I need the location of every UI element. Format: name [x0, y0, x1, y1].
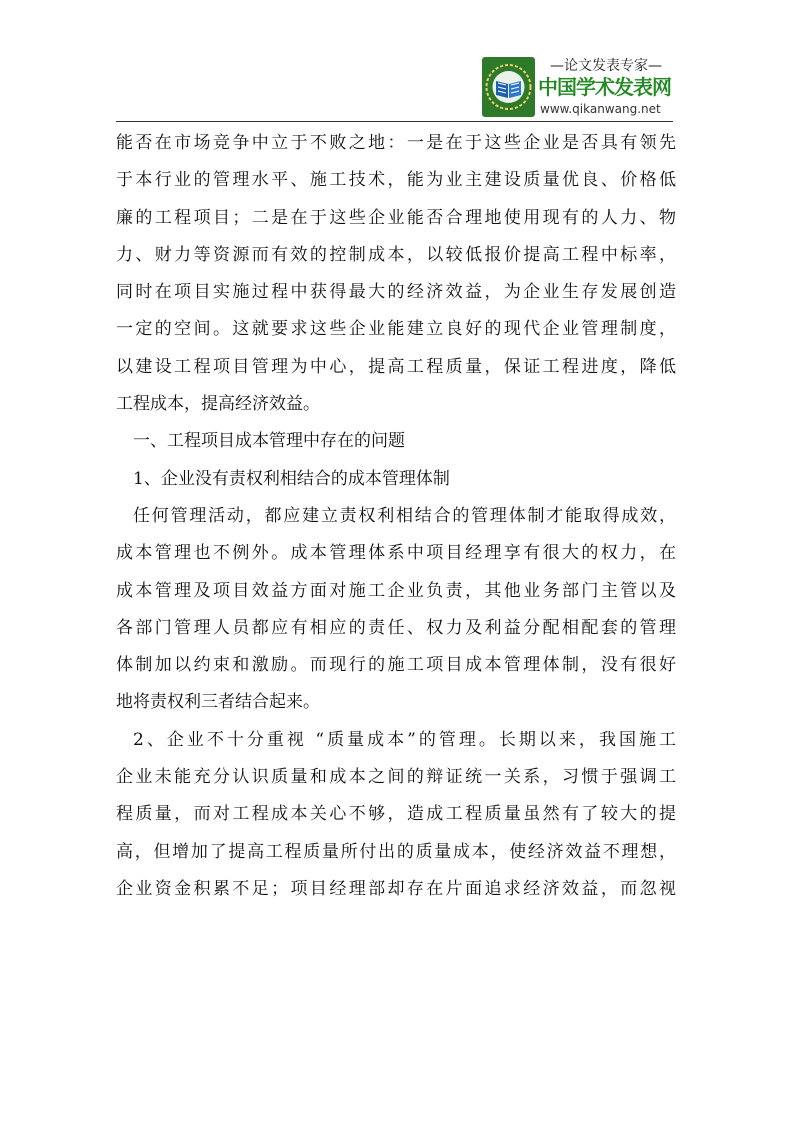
- text-line: 各部门管理人员都应有相应的责任、权力及利益分配相配套的管理: [116, 617, 676, 638]
- text-line: 企业未能充分认识质量和成本之间的辩证统一关系，习惯于强调工: [116, 767, 676, 788]
- text-line: 成本管理也不例外。成本管理体系中项目经理享有很大的权力，在: [116, 543, 676, 564]
- text-line: 成本管理及项目效益方面对施工企业负责，其他业务部门主管以及: [116, 580, 676, 601]
- document-body: [116, 125, 676, 908]
- text-line: 力、财力等资源而有效的控制成本，以较低报价提高工程中标率，: [116, 244, 676, 265]
- logo-slogan: —论文发表专家—: [550, 58, 662, 74]
- text-line: 于本行业的管理水平、施工技术，能为业主建设质量优良、价格低: [116, 170, 676, 191]
- text-line: 地将责权利三者结合起来。: [116, 692, 320, 713]
- section-heading: 一、工程项目成本管理中存在的问题: [133, 431, 405, 452]
- header-divider: [116, 121, 673, 122]
- text-line: 同时在项目实施过程中获得最大的经济效益，为企业生存发展创造: [116, 282, 676, 303]
- text-line: 程质量，而对工程成本关心不够，造成工程质量虽然有了较大的提: [116, 804, 676, 825]
- text-line: 企业资金积累不足；项目经理部却存在片面追求经济效益，而忽视: [116, 878, 676, 899]
- text-line: 廉的工程项目；二是在于这些企业能否合理地使用现有的人力、物: [116, 207, 676, 228]
- text-line: 工程成本，提高经济效益。: [116, 394, 320, 415]
- subsection-heading: 1、企业没有责权利相结合的成本管理体制: [133, 468, 450, 489]
- text-line: 以建设工程项目管理为中心，提高工程质量，保证工程进度，降低: [116, 356, 676, 377]
- site-logo[interactable]: [482, 57, 672, 118]
- text-line: 2、企业不十分重视 “质量成本”的管理。长期以来，我国施工: [133, 729, 676, 750]
- book-emblem-icon: [482, 57, 535, 117]
- text-line: 体制加以约束和激励。而现行的施工项目成本管理体制，没有很好: [116, 655, 676, 676]
- logo-site-name: 中国学术发表网: [538, 75, 671, 99]
- text-line: 能否在市场竞争中立于不败之地：一是在于这些企业是否具有领先: [116, 133, 676, 153]
- text-line: 高，但增加了提高工程质量所付出的质量成本，使经济效益不理想，: [116, 841, 676, 862]
- text-line: 任何管理活动，都应建立责权利相结合的管理体制才能取得成效，: [133, 505, 676, 526]
- text-line: 一定的空间。这就要求这些企业能建立良好的现代企业管理制度，: [116, 319, 676, 340]
- logo-url[interactable]: www.qikanwang.net: [540, 102, 661, 116]
